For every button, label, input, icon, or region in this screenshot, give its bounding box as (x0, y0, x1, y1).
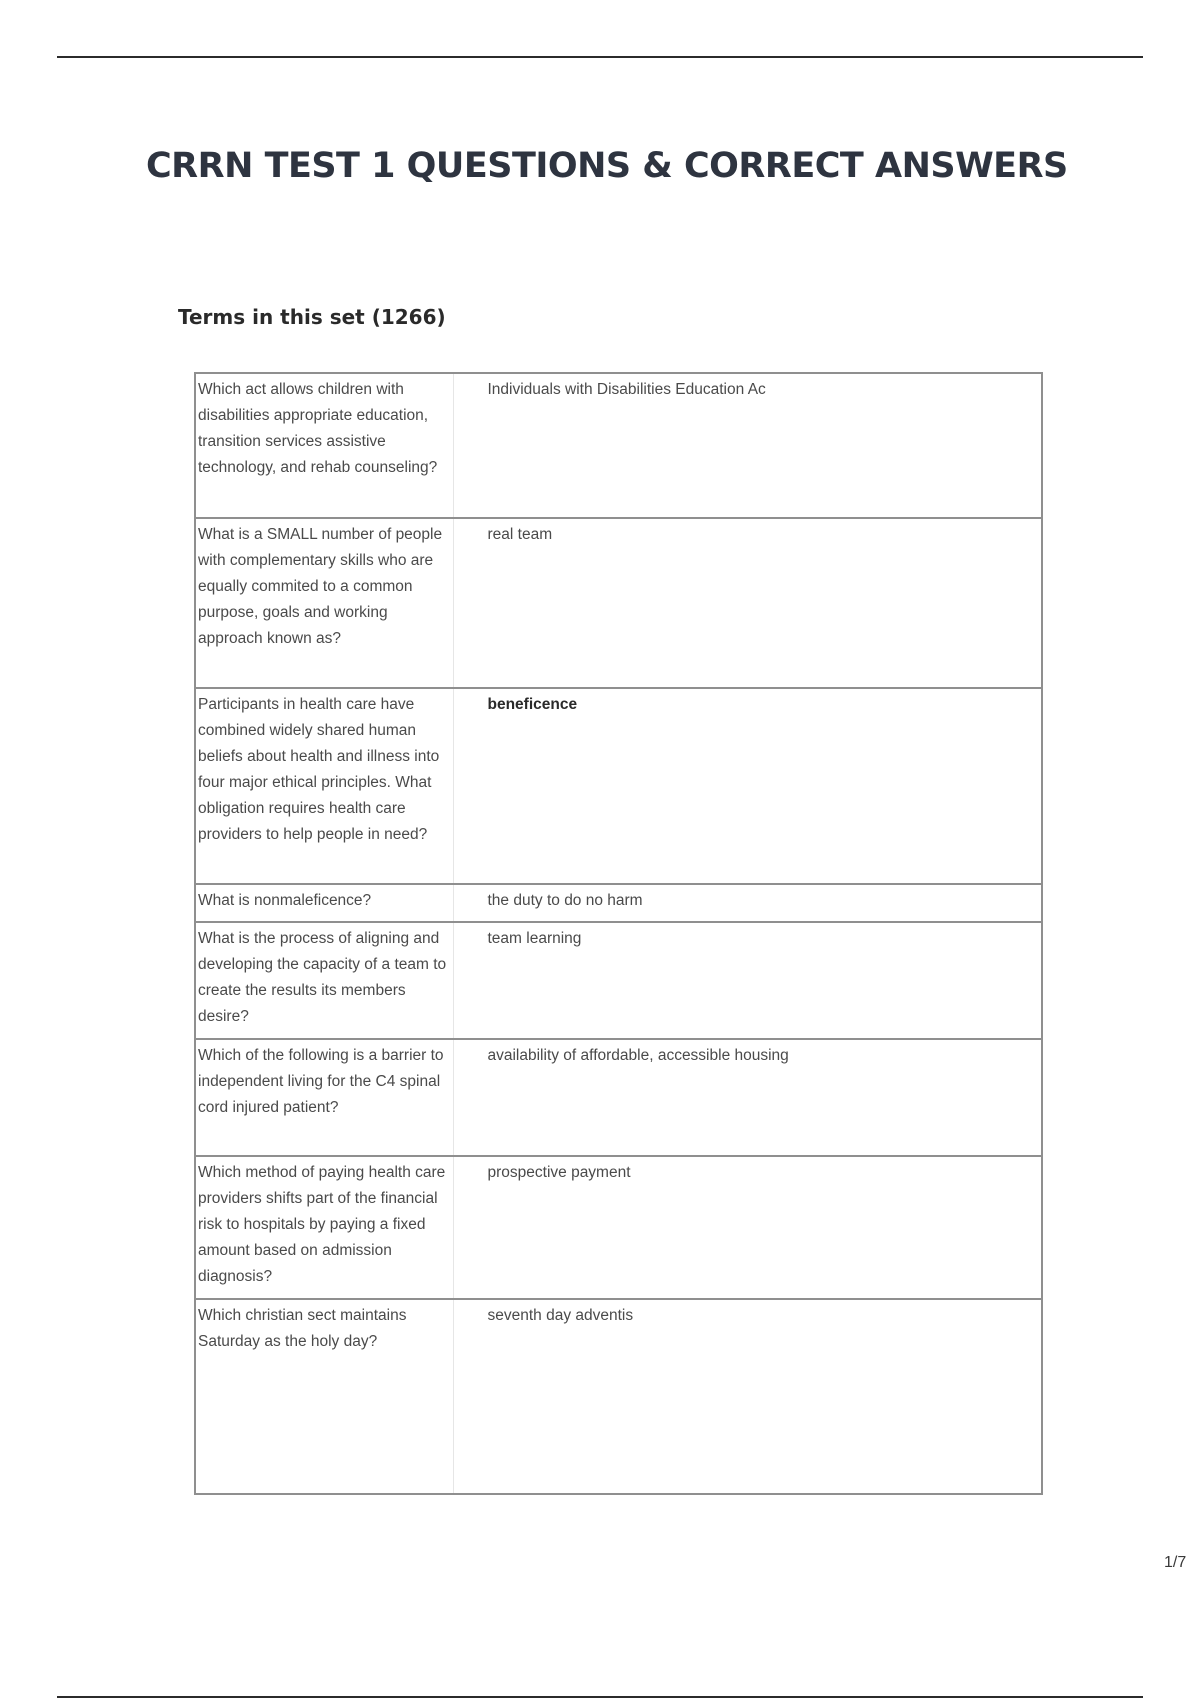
term-question: Which of the following is a barrier to independent living for the C4 spinal cord injured patient? (195, 1039, 453, 1156)
term-answer: Individuals with Disabilities Education Ac (453, 373, 1042, 518)
term-row (195, 688, 1042, 884)
term-row (195, 518, 1042, 688)
term-row (195, 922, 1042, 1039)
term-row (195, 884, 1042, 922)
terms-table (194, 372, 1043, 1495)
term-row (195, 373, 1042, 518)
term-answer: the duty to do no harm (453, 884, 1042, 922)
term-question: Which christian sect maintains Saturday as the holy day? (195, 1299, 453, 1494)
page-number: 1/7 (1164, 1554, 1187, 1571)
term-question: What is a SMALL number of people with complementary skills who are equally commited to a common purpose, goals and working approach known as? (195, 518, 453, 688)
term-question: What is nonmaleficence? (195, 884, 453, 922)
term-question: Which method of paying health care providers shifts part of the financial risk to hospitals by paying a fixed amount based on admission diagnosis? (195, 1156, 453, 1299)
term-row (195, 1156, 1042, 1299)
term-answer: beneficence (453, 688, 1042, 884)
bottom-rule (57, 1696, 1143, 1698)
term-answer: seventh day adventis (453, 1299, 1042, 1494)
term-row (195, 1039, 1042, 1156)
term-question: Which act allows children with disabilities appropriate education, transition services assistive technology, and rehab counseling? (195, 373, 453, 518)
document-title: CRRN TEST 1 QUESTIONS & CORRECT ANSWERS (146, 146, 1068, 186)
term-answer: availability of affordable, accessible housing (453, 1039, 1042, 1156)
term-question: What is the process of aligning and developing the capacity of a team to create the results its members desire? (195, 922, 453, 1039)
top-rule (57, 56, 1143, 58)
term-answer: team learning (453, 922, 1042, 1039)
term-question: Participants in health care have combined widely shared human beliefs about health and illness into four major ethical principles. What obligation requires health care providers to help people in need? (195, 688, 453, 884)
term-row (195, 1299, 1042, 1494)
terms-set-heading: Terms in this set (1266) (178, 305, 446, 329)
term-answer: prospective payment (453, 1156, 1042, 1299)
term-answer: real team (453, 518, 1042, 688)
